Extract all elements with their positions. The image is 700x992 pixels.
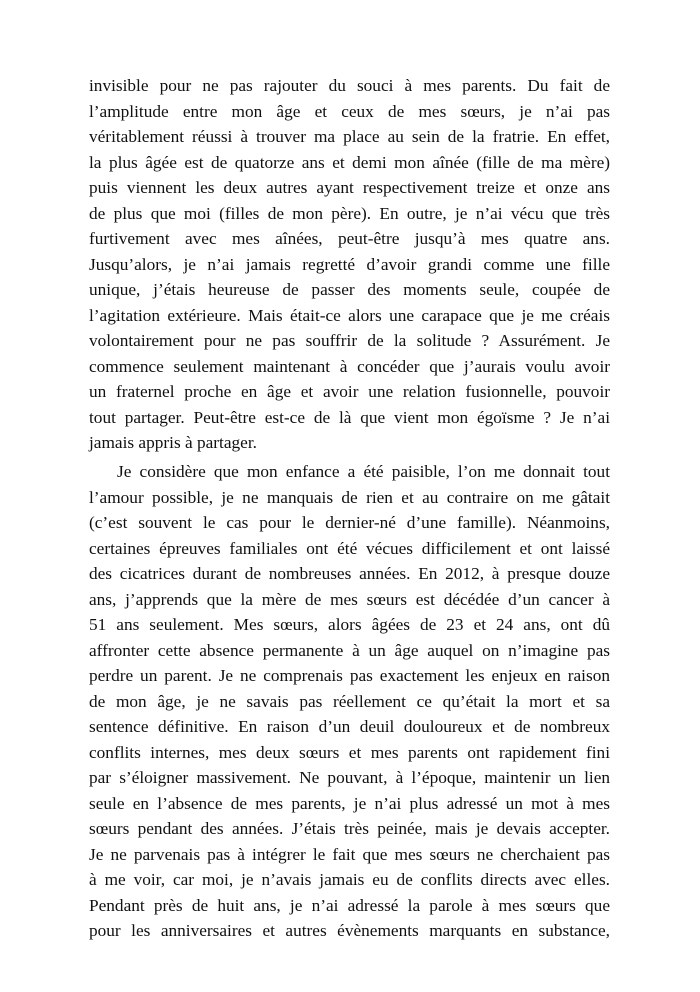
text-line: Jusqu’alors, je n’ai jamais regretté d’avoir grandi comme une fille <box>89 254 610 274</box>
text-line: sœurs pendant des années. J’étais très peinée, mais je devais accepter. <box>89 819 610 838</box>
text-line: de mon âge, je ne savais pas réellement ce qu’était la mort et sa <box>89 691 610 711</box>
text-line: unique, j’étais heureuse de passer des moments seule, coupée de <box>89 280 610 299</box>
text-line: la plus âgée est de quatorze ans et demi mon aînée (fille de ma mère) <box>89 152 610 172</box>
text-line: Pendant près de huit ans, je n’ai adressé la parole à mes sœurs que <box>89 895 610 915</box>
text-line: commence seulement maintenant à concéder que j’aurais voulu avoir <box>89 356 610 376</box>
text-line: l’amour possible, je ne manquais de rien et au contraire on me gâtait <box>89 487 610 507</box>
text-line: l’agitation extérieure. Mais était-ce alors une carapace que je me créais <box>89 305 610 325</box>
text-line: tout partager. Peut-être est-ce de là que vient mon égoïsme ? Je n’ai <box>89 407 610 427</box>
text-line: un fraternel proche en âge et avoir une relation fusionnelle, pouvoir <box>89 382 610 401</box>
text-line: ans, j’apprends que la mère de mes sœurs est décédée d’un cancer à <box>89 589 610 609</box>
text-line: puis viennent les deux autres ayant respectivement treize et onze ans <box>89 178 610 197</box>
text-line: véritablement réussi à trouver ma place au sein de la fratrie. En effet, <box>89 127 610 146</box>
text-line: l’amplitude entre mon âge et ceux de mes sœurs, je n’ai pas <box>89 101 610 121</box>
paragraph-2 <box>89 459 610 944</box>
text-line: 51 ans seulement. Mes sœurs, alors âgées de 23 et 24 ans, ont dû <box>89 615 610 634</box>
paragraph-1 <box>89 73 610 456</box>
text-line: Je considère que mon enfance a été paisible, l’on me donnait tout <box>117 462 610 481</box>
text-line: de plus que moi (filles de mon père). En outre, je n’ai vécu que très <box>89 203 610 223</box>
text-line: par s’éloigner massivement. Ne pouvant, à l’époque, maintenir un lien <box>89 768 610 787</box>
text-line: (c’est souvent le cas pour le dernier-né d’une famille). Néanmoins, <box>89 513 610 532</box>
text-line: Je ne parvenais pas à intégrer le fait que mes sœurs ne cherchaient pas <box>89 844 610 864</box>
text-line: à me voir, car moi, je n’avais jamais eu de conflits directs avec elles. <box>89 870 610 889</box>
text-line: volontairement pour ne pas souffrir de la solitude ? Assurément. Je <box>89 331 610 350</box>
text-line: seule en l’absence de mes parents, je n’ai plus adressé un mot à mes <box>89 793 610 813</box>
text-line: invisible pour ne pas rajouter du souci à mes parents. Du fait de <box>89 76 610 95</box>
text-line: furtivement avec mes aînées, peut-être jusqu’à mes quatre ans. <box>89 229 610 248</box>
text-line: jamais appris à partager. <box>89 433 257 452</box>
text-line: perdre un parent. Je ne comprenais pas exactement les enjeux en raison <box>89 666 610 685</box>
text-line: sentence définitive. En raison d’un deuil douloureux et de nombreux <box>89 717 610 736</box>
text-line: affronter cette absence permanente à un âge auquel on n’imagine pas <box>89 640 610 660</box>
text-line: des cicatrices durant de nombreuses années. En 2012, à presque douze <box>89 564 610 583</box>
text-line: conflits internes, mes deux sœurs et mes parents ont rapidement fini <box>89 742 610 762</box>
text-line: certaines épreuves familiales ont été vécues difficilement et ont laissé <box>89 538 610 558</box>
text-line: pour les anniversaires et autres évènements marquants en substance, <box>89 921 610 940</box>
